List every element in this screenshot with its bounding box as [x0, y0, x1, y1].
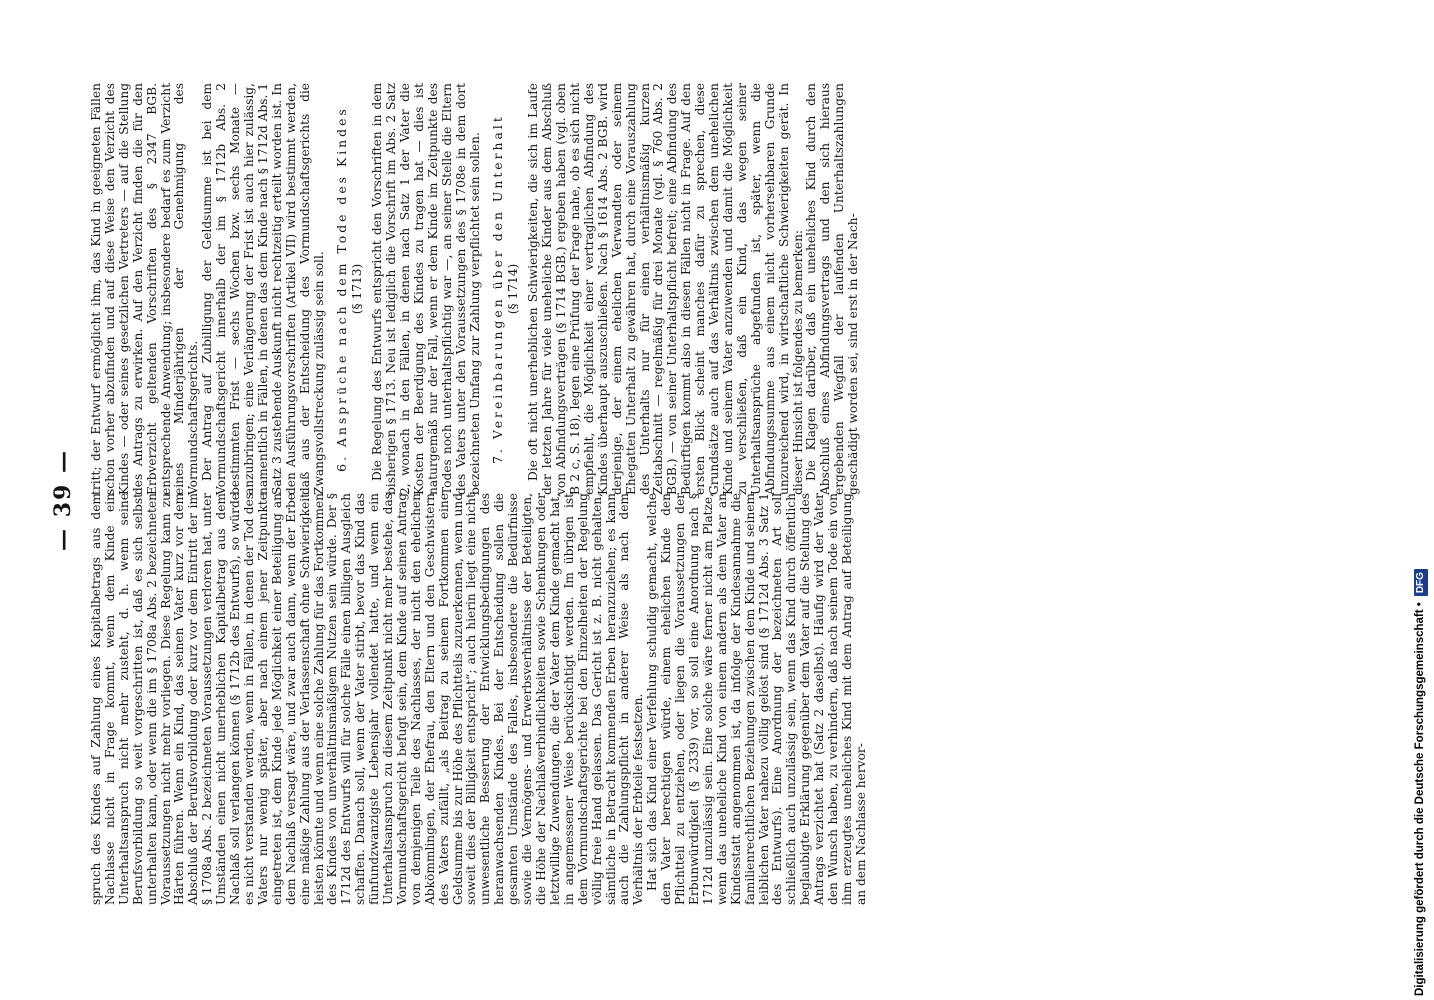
body-paragraph: tritt; der Entwurf ermöglicht ihm, das Kind in geeigneten Fällen schon vorher abzufinden und auf diese Weise den Verzicht des Kindes — oder seines gesetzlichen Vertreters — auf die Stellung des Antrags zu erwirken. Auf den Verzicht finden die für den Erbverzicht geltenden Vorschriften des § 2347 BGB. entsprechende Anwendung; insbesondere bedarf es zum Verzicht eines Minderjährigen der Genehmigung des Vormundschaftsgerichts. [89, 83, 201, 495]
page-number: — 39 — [50, 449, 76, 551]
body-paragraph: Die Regelung des Entwurfs entspricht den Vorschriften in dem bisherigen § 1713. Neu ist lediglich die Vorschrift im Abs. 2 Satz 2, wonach in den Fällen, in denen nach Satz 1 der Vater die Kosten der Beerdigung des Kindes zu tragen hat — dies ist naturgemäß nur der Fall, wenn er dem Kinde im Zeitpunkte des Todes noch unterhaltspflichtig war —, an seiner Stelle die Eltern des Vaters unter den Voraussetzungen des § 1708e in dem dort bezeichneten Umfang zur Zahlung verpflichtet sein sollen. [370, 83, 482, 495]
digitization-credit [1410, 6, 1430, 996]
body-paragraph: Hat sich das Kind einer Verfehlung schuldig gemacht, welche den Vater berechtigen würde, einem ehelichen Kinde den Pflichtteil zu entziehen, oder liegen die Voraussetzungen der Erbunwürdigkeit (§ 2339) vor, so soll eine Anordnung nach § 1712d unzulässig sein. Eine solche wäre ferner nicht am Platze, wenn das uneheliche Kind von einem andern als dem Vater an Kindesstatt angenommen ist, da infolge der Kindesannahme die familienrechtlichen Beziehungen zwischen dem Kinde und seinem leiblichen Vater nahezu völlig gelöst sind (§ 1712d Abs. 3 Satz 1 des Entwurfs). Eine Anordnung der bezeichneten Art soll schließlich auch unzulässig sein, wenn das Kind durch öffentlich beglaubigte Erklärung gegenüber dem Vater auf die Stellung des Antrags verzichtet hat (Satz 2 daselbst). Häufig wird der Vater den Wunsch haben, zu verhindern, daß nach seinem Tode ein von ihm erzeugtes uneheliches Kind mit dem Antrag auf Beteiligung an dem Nachlasse hervor- [645, 493, 868, 905]
body-paragraph: spruch des Kindes auf Zahlung eines Kapitalbetrags aus dem Nachlasse nicht in Frage kommt, wenn dem Kinde ein Unterhaltsanspruch nicht mehr zusteht, d. h. wenn seine Berufsvorbildung so weit vorgeschritten ist, daß es sich selbst unterhalten kann, oder wenn die im § 1708a Abs. 2 bezeichneten Voraussetzungen nicht mehr vorliegen. Diese Regelung kann zu Härten führen. Wenn ein Kind, das seinen Vater kurz vor dem Abschluß der Berufsvorbildung oder kurz vor dem Eintritt der im § 1708a Abs. 2 bezeichneten Voraussetzungen verloren hat, unter Umständen einen nicht unerheblichen Kapitalbetrag aus dem Nachlaß soll verlangen können (§ 1712b des Entwurfs), so würde es nicht verstanden werden, wenn in Fällen, in denen der Tod des Vaters nur wenig später, aber nach einem jener Zeitpunkte eingetreten ist, dem Kinde jede Möglichkeit einer Beteiligung an dem Nachlaß versagt wäre, und zwar auch dann, wenn der Erbe eine mäßige Zahlung aus der Verlassenschaft ohne Schwierigkeit leisten könnte und wenn eine solche Zahlung für das Fortkommen des Kindes von unverhältnismäßigem Nutzen sein würde. Der § 1712d des Entwurfs will für solche Fälle einen billigen Ausgleich schaffen. Danach soll, wenn der Vater stirbt, bevor das Kind das fünfundzwanzigste Lebensjahr vollendet hatte, und wenn ein Unterhaltsanspruch zu diesem Zeitpunkt nicht mehr bestehe, das Vormundschaftsgericht befugt sein, dem Kinde auf seinen Antrag von demjenigen Teile des Nachlasses, der nicht den ehelichen Abkömmlingen, der Ehefrau, den Eltern und den Geschwistern des Vaters zufällt, „als Beitrag zu seinem Fortkommen eine Geldsumme bis zur Höhe des Pflichtteils zuzuerkennen, wenn und soweit dies der Billigkeit entspricht“; auch hierin liegt eine nicht unwesentliche Besserung der Entwicklungsbedingungen des heranwachsenden Kindes. Bei der Entscheidung sollen die gesamten Umstände des Falles, insbesondere die Bedürfnisse sowie die Vermögens- und Erwerbsverhältnisse der Beteiligten, die Höhe der Nachlaßverbindlichkeiten sowie Schenkungen oder letztwillige Zuwendungen, die der Vater dem Kinde gemacht hat, in angemessener Weise berücksichtigt werden. Im übrigen ist dem Vormundschaftsgerichte bei den Einzelheiten der Regelung völlig freie Hand gelassen. Das Gericht ist z. B. nicht gehalten, sämtliche in Betracht kommenden Erben heranzuziehen; es kann auch die Zahlungspflicht in anderer Weise als nach dem Verhältnis der Erbteile festsetzen. [89, 493, 646, 905]
section-reference: (§ 1714) [506, 263, 521, 315]
right-column [90, 83, 861, 495]
body-paragraph: Die oft nicht unerheblichen Schwierigkeiten, die sich im Laufe der letzten Jahre für viele uneheliche Kinder aus dem Abschluß von Abfindungsverträgen (§ 1714 BGB.) ergeben haben (vgl. oben B 2 c, S. 18), legen eine Prüfung der Frage nahe, ob es sich nicht empfiehlt, die Möglichkeit einer vertraglichen Abfindung des Kindes überhaupt auszuschließen. Nach § 1614 Abs. 2 BGB. wird derjenige, der einem ehelichen Verwandten oder seinem Ehegatten Unterhalt zu gewähren hat, durch eine Vorauszahlung des Unterhalts nur für einen verhältnismäßig kurzen Zeitabschnitt — regelmäßig für drei Monate (vgl. § 760 Abs. 2 BGB.) — von seiner Unterhaltspflicht befreit; eine Abfindung des Bedürftigen kommt also in diesen Fällen nicht in Frage. Auf den ersten Blick scheint manches dafür zu sprechen, diese Grundsätze auch auf das Verhältnis zwischen dem unehelichen Kinde und seinem Vater anzuwenden und damit die Möglichkeit zu verschließen, daß ein Kind, das wegen seiner Unterhaltsansprüche abgefunden ist, später, wenn die Abfindungssumme aus einem nicht vorhersehbaren Grunde unzureichend wird, in wirtschaftliche Schwierigkeiten gerät. In dieser Hinsicht ist folgendes zu bemerken: [526, 83, 805, 495]
section-reference: (§ 1713) [350, 263, 365, 315]
credit-text: Digitalisierung gefördert durch die Deutsche Forschungsgemeinschaft • [1414, 602, 1426, 996]
left-column [90, 493, 869, 905]
section-heading: 7. Vereinbarungen über den Unterhalt [490, 114, 506, 464]
dfg-logo: DFG [1414, 569, 1428, 596]
credit-line [1410, 16, 1430, 996]
section-heading: 6. Ansprüche nach dem Tode des Kindes [334, 106, 350, 472]
body-paragraph: Die Klagen darüber, daß ein uneheliches Kind durch den Abschluß eines Abfindungsvertrags und den sich hieraus ergebenden Wegfall der laufenden Unterhaltszahlungen geschädigt worden sei, sind erst in der Nach- [804, 83, 861, 495]
body-paragraph: Der Antrag auf Zubilligung der Geldsumme ist bei dem Vormundschaftsgericht innerhalb der im § 1712b Abs. 2 bestimmten Frist — sechs Wochen bzw. sechs Monate — anzubringen; eine Verlängerung der Frist ist auch hier zulässig, namentlich in Fällen, in denen das dem Kinde nach § 1712d Abs. 1 Satz 3 zustehende Auskunft nicht rechtzeitig erteilt worden ist. In den Ausführungsvorschriften (Artikel VII) wird bestimmt werden, daß aus der Entscheidung des Vormundschaftsgerichts die Zwangsvollstreckung zulässig sein soll. [200, 83, 326, 495]
